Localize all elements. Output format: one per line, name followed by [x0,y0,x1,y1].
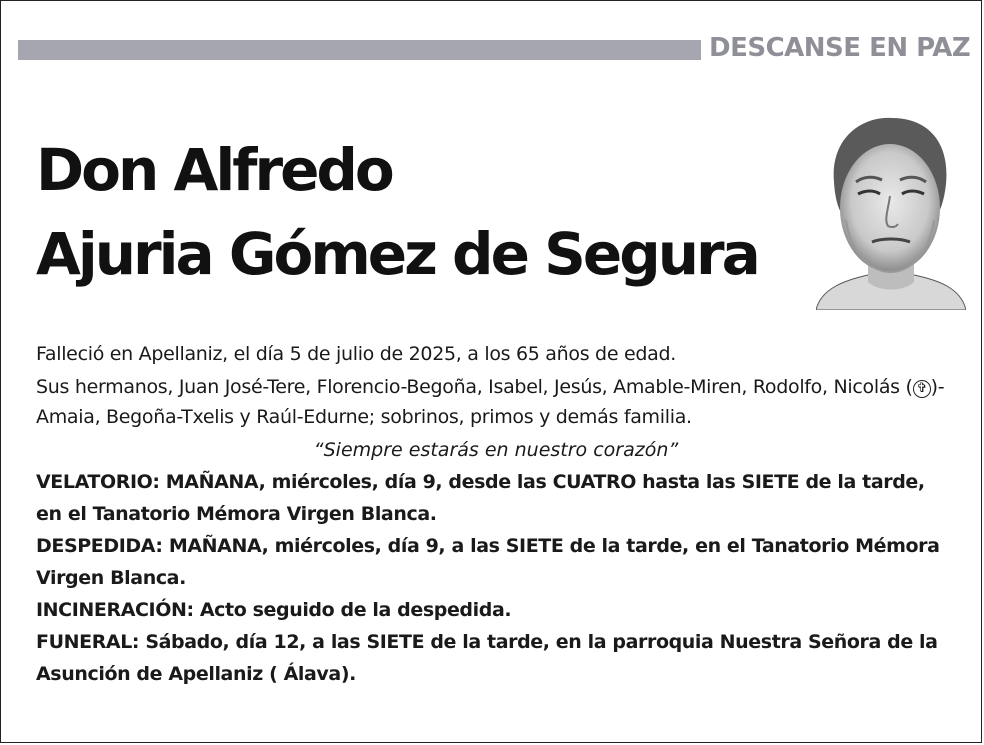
family-text-part1: Sus hermanos, Juan José-Tere, Florencio-Begoña, Isabel, Jesús, Amable-Miren, Rodolfo, Nicolás ( [36,376,913,398]
service-wake: VELATORIO: MAÑANA, miércoles, día 9, desde las CUATRO hasta las SIETE de la tarde, en el Tanatorio Mémora Virgen Blanca. [36,471,925,525]
memorial-quote: “Siempre estarás en nuestro corazón” [313,439,679,461]
name-line-1: Don Alfredo [36,136,392,204]
header-bar [18,40,701,60]
family-members [36,372,956,432]
portrait-photo [816,110,966,310]
service-funeral: FUNERAL: Sábado, día 12, a las SIETE de la tarde, en la parroquia Nuestra Señora de la Asunción de Apellaniz ( Álava). [36,631,938,685]
death-notice: Falleció en Apellaniz, el día 5 de julio de 2025, a los 65 años de edad. [36,343,676,365]
name-line-2: Ajuria Gómez de Segura [36,220,758,288]
cross-icon: ✞ [913,380,931,398]
deceased-name [36,128,758,296]
service-farewell: DESPEDIDA: MAÑANA, miércoles, día 9, a las SIETE de la tarde, en el Tanatorio Mémora Virgen Blanca. [36,535,940,589]
service-cremation: INCINERACIÓN: Acto seguido de la despedida. [36,599,512,621]
header-label: DESCANSE EN PAZ [709,33,971,63]
family-text-part2: )-Amaia, Begoña-Txelis y Raúl-Edurne; sobrinos, primos y demás familia. [36,376,945,428]
obituary-body [36,338,956,690]
